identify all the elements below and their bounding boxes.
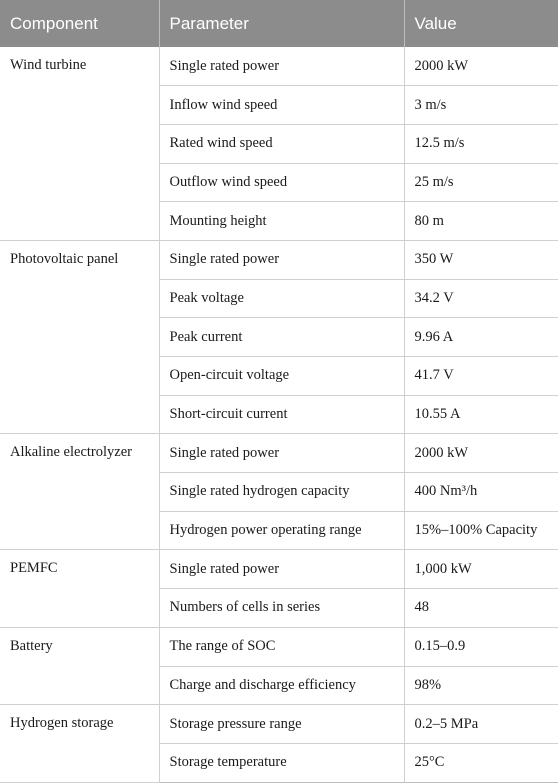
value-cell: 34.2 V [404,279,558,318]
component-cell: Hydrogen storage [0,705,159,782]
component-header: Component [0,0,159,47]
component-cell: Battery [0,627,159,704]
parameter-cell: Open-circuit voltage [159,357,404,396]
value-cell: 41.7 V [404,357,558,396]
parameter-cell: Single rated power [159,47,404,86]
table-row [0,434,558,473]
value-cell: 1,000 kW [404,550,558,589]
value-cell: 15%–100% Capacity [404,511,558,550]
value-cell: 9.96 A [404,318,558,357]
parameter-cell: Mounting height [159,202,404,241]
parameter-cell: Short-circuit current [159,395,404,434]
table-body [0,47,558,782]
table-row [0,627,558,666]
value-cell: 2000 kW [404,47,558,86]
table-row [0,550,558,589]
parameter-cell: Peak voltage [159,279,404,318]
parameter-cell: Single rated power [159,240,404,279]
table-row [0,47,558,86]
parameter-cell: Numbers of cells in series [159,589,404,628]
value-cell: 3 m/s [404,86,558,125]
table-row [0,705,558,744]
value-cell: 48 [404,589,558,628]
parameter-cell: Outflow wind speed [159,163,404,202]
parameter-cell: Inflow wind speed [159,86,404,125]
value-header: Value [404,0,558,47]
value-cell: 80 m [404,202,558,241]
component-cell: PEMFC [0,550,159,627]
component-cell: Photovoltaic panel [0,240,159,433]
parameter-cell: Single rated hydrogen capacity [159,473,404,512]
parameter-cell: Peak current [159,318,404,357]
table-row [0,240,558,279]
component-cell: Wind turbine [0,47,159,240]
parameter-cell: Rated wind speed [159,124,404,163]
parameter-cell: Storage temperature [159,743,404,782]
component-cell: Alkaline electrolyzer [0,434,159,550]
parameter-cell: Storage pressure range [159,705,404,744]
value-cell: 400 Nm³/h [404,473,558,512]
value-cell: 0.2–5 MPa [404,705,558,744]
parameter-cell: The range of SOC [159,627,404,666]
parameter-cell: Single rated power [159,434,404,473]
value-cell: 25°C [404,743,558,782]
value-cell: 0.15–0.9 [404,627,558,666]
parameter-cell: Hydrogen power operating range [159,511,404,550]
value-cell: 98% [404,666,558,705]
parameter-cell: Single rated power [159,550,404,589]
value-cell: 350 W [404,240,558,279]
value-cell: 2000 kW [404,434,558,473]
value-cell: 25 m/s [404,163,558,202]
value-cell: 12.5 m/s [404,124,558,163]
header-row [0,0,558,47]
parameter-header: Parameter [159,0,404,47]
parameter-cell: Charge and discharge efficiency [159,666,404,705]
value-cell: 10.55 A [404,395,558,434]
